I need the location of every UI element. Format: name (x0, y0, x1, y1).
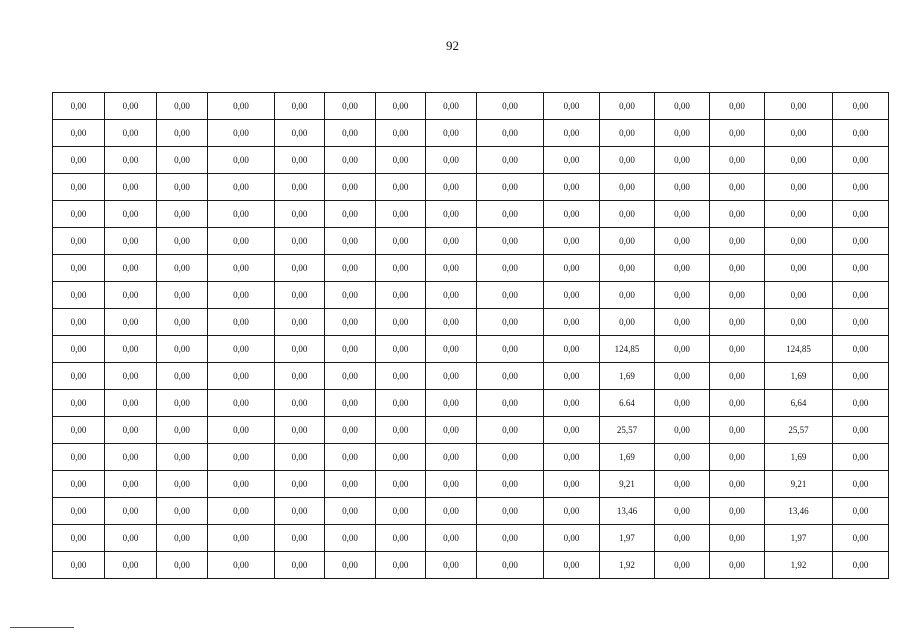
table-cell: 124,85 (600, 336, 655, 363)
table-cell: 0,00 (53, 228, 105, 255)
table-cell: 0,00 (105, 174, 157, 201)
table-cell: 0,00 (426, 309, 477, 336)
table-row (53, 336, 889, 363)
table-cell: 0,00 (157, 417, 208, 444)
table-row (53, 147, 889, 174)
table-cell: 0,00 (765, 228, 833, 255)
table-cell: 6.64 (600, 390, 655, 417)
table-cell: 1,97 (600, 525, 655, 552)
table-cell: 9,21 (765, 471, 833, 498)
table-cell: 0,00 (477, 174, 544, 201)
table-cell: 0,00 (655, 390, 710, 417)
table-cell: 0,00 (600, 282, 655, 309)
table-cell: 0,00 (600, 120, 655, 147)
table-cell: 0,00 (833, 471, 889, 498)
table-cell: 0,00 (833, 336, 889, 363)
table-cell: 0,00 (477, 228, 544, 255)
table-cell: 0,00 (376, 282, 426, 309)
table-cell: 0,00 (376, 93, 426, 120)
table-cell: 0,00 (105, 363, 157, 390)
footnote-separator-line (10, 627, 74, 628)
table-cell: 0,00 (208, 228, 275, 255)
table-cell: 0,00 (105, 255, 157, 282)
table-cell: 0,00 (655, 525, 710, 552)
table-cell: 0,00 (208, 552, 275, 579)
table-cell: 0,00 (157, 363, 208, 390)
table-cell: 0,00 (376, 309, 426, 336)
table-cell: 124,85 (765, 336, 833, 363)
table-cell: 0,00 (426, 120, 477, 147)
table-cell: 0,00 (710, 525, 765, 552)
page-number: 92 (446, 38, 459, 53)
table-cell: 0,00 (105, 552, 157, 579)
table-cell: 0,00 (376, 552, 426, 579)
table-cell: 0,00 (710, 174, 765, 201)
table-cell: 0,00 (544, 417, 600, 444)
table-cell: 0,00 (376, 525, 426, 552)
table-cell: 6,64 (765, 390, 833, 417)
table-cell: 0,00 (833, 525, 889, 552)
table-cell: 0,00 (275, 390, 325, 417)
table-row (53, 282, 889, 309)
table-cell: 0,00 (105, 498, 157, 525)
table-cell: 0,00 (325, 498, 376, 525)
table-cell: 9,21 (600, 471, 655, 498)
table-cell: 0,00 (275, 309, 325, 336)
table-cell: 0,00 (426, 444, 477, 471)
table-cell: 0,00 (426, 174, 477, 201)
table-cell: 0,00 (275, 93, 325, 120)
table-cell: 0,00 (325, 93, 376, 120)
table-cell: 0,00 (833, 282, 889, 309)
table-cell: 0,00 (325, 282, 376, 309)
table-cell: 0,00 (325, 417, 376, 444)
table-cell: 0,00 (600, 309, 655, 336)
table-cell: 0,00 (426, 390, 477, 417)
table-cell: 0,00 (426, 336, 477, 363)
table-cell: 0,00 (376, 363, 426, 390)
table-row (53, 498, 889, 525)
table-cell: 0,00 (477, 201, 544, 228)
table-cell: 13,46 (765, 498, 833, 525)
table-cell: 0,00 (833, 309, 889, 336)
table-cell: 0,00 (655, 309, 710, 336)
table-cell: 0,00 (208, 525, 275, 552)
table-cell: 0,00 (426, 282, 477, 309)
table-cell: 0,00 (157, 471, 208, 498)
table-cell: 0,00 (710, 336, 765, 363)
table-cell: 0,00 (325, 525, 376, 552)
table-cell: 0,00 (157, 336, 208, 363)
table-cell: 0,00 (765, 255, 833, 282)
table-cell: 0,00 (655, 255, 710, 282)
table-cell: 0,00 (833, 174, 889, 201)
table-cell: 0,00 (105, 309, 157, 336)
table-cell: 0,00 (833, 228, 889, 255)
table-cell: 0,00 (53, 471, 105, 498)
table-cell: 1,69 (765, 444, 833, 471)
table-cell: 0,00 (710, 309, 765, 336)
table-cell: 0,00 (105, 336, 157, 363)
table-cell: 0,00 (105, 228, 157, 255)
table-cell: 0,00 (105, 417, 157, 444)
table-cell: 0,00 (477, 93, 544, 120)
table-cell: 0,00 (325, 201, 376, 228)
table-row (53, 417, 889, 444)
table-cell: 1,69 (600, 444, 655, 471)
table-cell: 0,00 (325, 390, 376, 417)
table-cell: 0,00 (208, 390, 275, 417)
table-cell: 0,00 (426, 228, 477, 255)
table-cell: 25,57 (600, 417, 655, 444)
table-cell: 0,00 (157, 309, 208, 336)
table-cell: 0,00 (53, 282, 105, 309)
table-cell: 0,00 (477, 552, 544, 579)
table-cell: 0,00 (275, 525, 325, 552)
table-cell: 0,00 (157, 228, 208, 255)
table-cell: 0,00 (208, 417, 275, 444)
table-cell: 0,00 (275, 147, 325, 174)
table-row (53, 471, 889, 498)
table-cell: 0,00 (710, 444, 765, 471)
table-cell: 0,00 (325, 120, 376, 147)
table-cell: 0,00 (275, 120, 325, 147)
table-cell: 0,00 (765, 201, 833, 228)
table-cell: 0,00 (426, 552, 477, 579)
table-cell: 13,46 (600, 498, 655, 525)
table-cell: 0,00 (710, 282, 765, 309)
table-cell: 0,00 (275, 444, 325, 471)
table-cell: 0,00 (655, 201, 710, 228)
table-cell: 0,00 (376, 120, 426, 147)
table-cell: 0,00 (105, 120, 157, 147)
table-cell: 0,00 (208, 363, 275, 390)
table-row (53, 228, 889, 255)
table-cell: 0,00 (710, 552, 765, 579)
table-cell: 0,00 (426, 255, 477, 282)
table-cell: 0,00 (105, 201, 157, 228)
table-cell: 0,00 (710, 498, 765, 525)
table-cell: 0,00 (710, 363, 765, 390)
table-body (53, 93, 889, 579)
table-cell: 0,00 (208, 471, 275, 498)
table-cell: 0,00 (325, 444, 376, 471)
table-cell: 0,00 (544, 525, 600, 552)
table-cell: 0,00 (477, 309, 544, 336)
table-cell: 0,00 (655, 228, 710, 255)
table-cell: 1,92 (765, 552, 833, 579)
table-cell: 0,00 (833, 444, 889, 471)
table-cell: 0,00 (275, 552, 325, 579)
table-cell: 0,00 (833, 201, 889, 228)
table-row (53, 390, 889, 417)
table-cell: 0,00 (710, 120, 765, 147)
table-cell: 0,00 (833, 417, 889, 444)
table-cell: 0,00 (544, 282, 600, 309)
table-cell: 0,00 (105, 390, 157, 417)
table-cell: 0,00 (426, 147, 477, 174)
table-cell: 0,00 (710, 147, 765, 174)
table-cell: 0,00 (477, 363, 544, 390)
table-cell: 0,00 (376, 390, 426, 417)
table-cell: 0,00 (208, 93, 275, 120)
table-cell: 0,00 (53, 336, 105, 363)
table-cell: 0,00 (833, 552, 889, 579)
table-cell: 0,00 (477, 525, 544, 552)
table-cell: 0,00 (376, 201, 426, 228)
table-cell: 0,00 (426, 498, 477, 525)
table-cell: 0,00 (53, 417, 105, 444)
table-cell: 0,00 (477, 390, 544, 417)
table-cell: 0,00 (426, 363, 477, 390)
table-row (53, 444, 889, 471)
table-row (53, 255, 889, 282)
table-cell: 1,69 (600, 363, 655, 390)
table-cell: 0,00 (208, 444, 275, 471)
table-row (53, 525, 889, 552)
table-cell: 0,00 (600, 228, 655, 255)
table-cell: 0,00 (376, 255, 426, 282)
table-cell: 0,00 (833, 390, 889, 417)
table-cell: 0,00 (655, 93, 710, 120)
table-cell: 0,00 (275, 363, 325, 390)
table-cell: 0,00 (53, 201, 105, 228)
table-cell: 0,00 (710, 201, 765, 228)
table-cell: 0,00 (655, 498, 710, 525)
table-cell: 0,00 (765, 93, 833, 120)
table-cell: 0,00 (105, 471, 157, 498)
table-cell: 0,00 (157, 552, 208, 579)
table-cell: 0,00 (53, 525, 105, 552)
table-cell: 0,00 (833, 255, 889, 282)
table-row (53, 120, 889, 147)
table-cell: 0,00 (53, 174, 105, 201)
table-cell: 0,00 (600, 255, 655, 282)
table-cell: 0,00 (544, 336, 600, 363)
table-cell: 0,00 (275, 201, 325, 228)
table-cell: 0,00 (53, 147, 105, 174)
table-cell: 0,00 (275, 498, 325, 525)
table-cell: 0,00 (544, 147, 600, 174)
table-cell: 0,00 (544, 255, 600, 282)
table-cell: 0,00 (376, 174, 426, 201)
table-cell: 0,00 (325, 255, 376, 282)
table-cell: 0,00 (600, 174, 655, 201)
table-cell: 0,00 (710, 255, 765, 282)
table-cell: 0,00 (655, 417, 710, 444)
table-cell: 0,00 (53, 552, 105, 579)
table-cell: 0,00 (376, 471, 426, 498)
table-cell: 0,00 (477, 336, 544, 363)
table-cell: 0,00 (477, 255, 544, 282)
table-cell: 0,00 (105, 282, 157, 309)
table-cell: 0,00 (710, 471, 765, 498)
table-row (53, 363, 889, 390)
table-cell: 0,00 (53, 363, 105, 390)
table-row (53, 93, 889, 120)
table-cell: 0,00 (765, 147, 833, 174)
table-cell: 0,00 (325, 471, 376, 498)
table-cell: 0,00 (655, 363, 710, 390)
table-cell: 0,00 (376, 444, 426, 471)
table-cell: 0,00 (477, 282, 544, 309)
table-cell: 0,00 (325, 309, 376, 336)
table-cell: 0,00 (208, 282, 275, 309)
table-cell: 0,00 (376, 336, 426, 363)
table-cell: 0,00 (655, 282, 710, 309)
table-cell: 0,00 (477, 471, 544, 498)
table-cell: 0,00 (105, 93, 157, 120)
table-cell: 0,00 (544, 120, 600, 147)
table-cell: 0,00 (53, 390, 105, 417)
table-cell: 0,00 (477, 498, 544, 525)
table-cell: 0,00 (655, 120, 710, 147)
table-cell: 0,00 (426, 417, 477, 444)
table-cell: 0,00 (544, 174, 600, 201)
table-cell: 0,00 (208, 498, 275, 525)
table-cell: 0,00 (655, 147, 710, 174)
table-cell: 0,00 (157, 174, 208, 201)
table-cell: 0,00 (275, 228, 325, 255)
table-cell: 0,00 (376, 228, 426, 255)
table-cell: 1,97 (765, 525, 833, 552)
table-row (53, 309, 889, 336)
table-cell: 0,00 (208, 201, 275, 228)
table-cell: 0,00 (765, 282, 833, 309)
table-cell: 0,00 (208, 336, 275, 363)
table-cell: 0,00 (544, 228, 600, 255)
table-cell: 0,00 (477, 444, 544, 471)
table-cell: 0,00 (833, 93, 889, 120)
table-cell: 0,00 (157, 255, 208, 282)
table-cell: 0,00 (208, 309, 275, 336)
table-cell: 0,00 (376, 417, 426, 444)
table-cell: 0,00 (157, 282, 208, 309)
table-cell: 0,00 (426, 201, 477, 228)
table-cell: 0,00 (710, 93, 765, 120)
table-cell: 0,00 (275, 174, 325, 201)
table-cell: 0,00 (710, 228, 765, 255)
table-cell: 0,00 (477, 417, 544, 444)
table-row (53, 552, 889, 579)
table-cell: 0,00 (275, 336, 325, 363)
table-cell: 0,00 (655, 552, 710, 579)
table-cell: 0,00 (544, 444, 600, 471)
table-cell: 0,00 (477, 120, 544, 147)
table-cell: 0,00 (208, 255, 275, 282)
table-cell: 0,00 (325, 174, 376, 201)
table-cell: 0,00 (477, 147, 544, 174)
table-cell: 0,00 (53, 444, 105, 471)
table-cell: 0,00 (53, 120, 105, 147)
table-cell: 0,00 (53, 93, 105, 120)
table-cell: 0,00 (426, 93, 477, 120)
table-cell: 0,00 (655, 471, 710, 498)
table-row (53, 201, 889, 228)
table-cell: 0,00 (105, 525, 157, 552)
table-cell: 0,00 (157, 498, 208, 525)
table-cell: 0,00 (53, 498, 105, 525)
table-cell: 0,00 (157, 147, 208, 174)
table-cell: 0,00 (655, 174, 710, 201)
table-cell: 25,57 (765, 417, 833, 444)
table-cell: 0,00 (157, 390, 208, 417)
table-cell: 1,92 (600, 552, 655, 579)
table-cell: 0,00 (157, 444, 208, 471)
table-cell: 0,00 (765, 120, 833, 147)
table-cell: 0,00 (765, 309, 833, 336)
table-cell: 1,69 (765, 363, 833, 390)
table-cell: 0,00 (655, 444, 710, 471)
table-cell: 0,00 (105, 444, 157, 471)
table-cell: 0,00 (105, 147, 157, 174)
table-cell: 0,00 (208, 174, 275, 201)
table-cell: 0,00 (710, 417, 765, 444)
data-table (52, 92, 889, 579)
table-cell: 0,00 (275, 282, 325, 309)
table-cell: 0,00 (157, 120, 208, 147)
table-cell: 0,00 (544, 498, 600, 525)
table-cell: 0,00 (544, 363, 600, 390)
table-cell: 0,00 (325, 147, 376, 174)
table-cell: 0,00 (833, 147, 889, 174)
table-cell: 0,00 (208, 147, 275, 174)
table-cell: 0,00 (53, 309, 105, 336)
table-cell: 0,00 (275, 471, 325, 498)
table-row (53, 174, 889, 201)
table-cell: 0,00 (655, 336, 710, 363)
table-cell: 0,00 (376, 147, 426, 174)
table-cell: 0,00 (833, 120, 889, 147)
table-cell: 0,00 (376, 498, 426, 525)
table-cell: 0,00 (275, 417, 325, 444)
table-cell: 0,00 (325, 552, 376, 579)
table-cell: 0,00 (157, 93, 208, 120)
table-cell: 0,00 (833, 363, 889, 390)
table-cell: 0,00 (544, 471, 600, 498)
table-cell: 0,00 (426, 471, 477, 498)
table-cell: 0,00 (600, 93, 655, 120)
table-cell: 0,00 (426, 525, 477, 552)
table-cell: 0,00 (275, 255, 325, 282)
table-cell: 0,00 (157, 201, 208, 228)
table-cell: 0,00 (157, 525, 208, 552)
table-cell: 0,00 (208, 120, 275, 147)
table-cell: 0,00 (325, 336, 376, 363)
table-cell: 0,00 (710, 390, 765, 417)
table-cell: 0,00 (544, 201, 600, 228)
table-cell: 0,00 (325, 363, 376, 390)
table-cell: 0,00 (544, 390, 600, 417)
table-cell: 0,00 (600, 147, 655, 174)
table-cell: 0,00 (600, 201, 655, 228)
table-cell: 0,00 (325, 228, 376, 255)
table-cell: 0,00 (53, 255, 105, 282)
table-cell: 0,00 (765, 174, 833, 201)
table-cell: 0,00 (833, 498, 889, 525)
table-cell: 0,00 (544, 309, 600, 336)
table-cell: 0,00 (544, 552, 600, 579)
table-cell: 0,00 (544, 93, 600, 120)
